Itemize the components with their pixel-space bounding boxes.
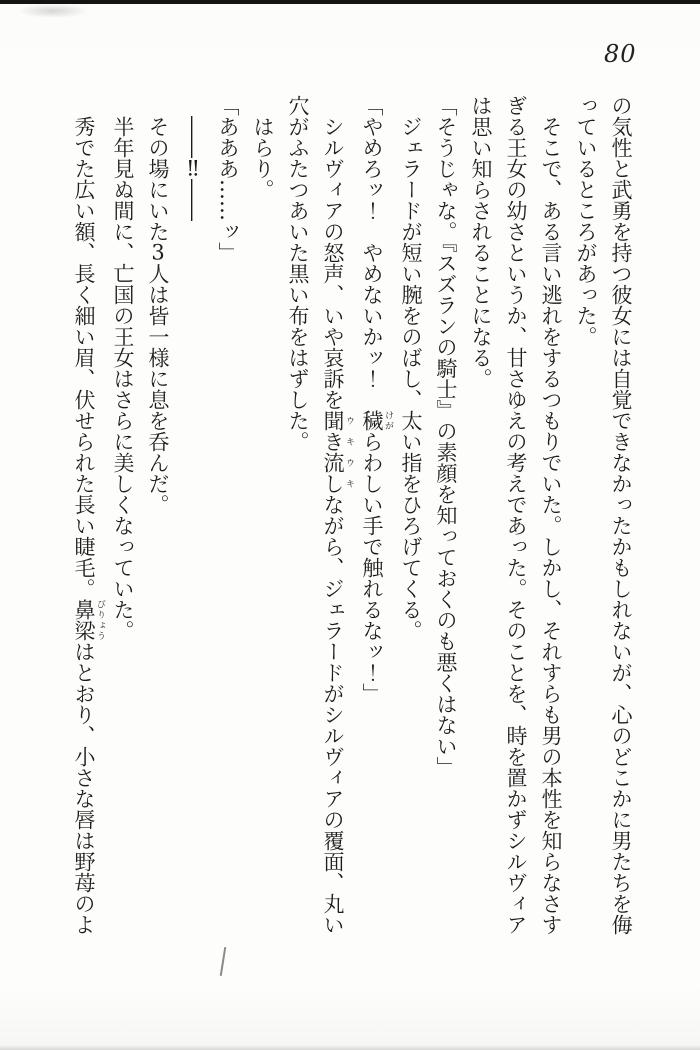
paragraph: シルヴィアの怒声、いや哀訴を聞き流し ウキウキながら、ジェラードがシルヴィアの覆面、丸い穴がふたつあいた黒い布をはずした。: [286, 95, 354, 935]
paragraph: 「やめろッ！ やめないかッ！ 穢 けがらわしい手で触れるなッ！」: [360, 95, 393, 704]
ruby-annotated-word: 鼻梁 びりょう: [72, 599, 105, 641]
page-bottom-shade: [0, 1045, 700, 1050]
vertical-text-block: [66, 95, 638, 940]
paragraph: その場にいた3人は皆一様に息を呑んだ。: [146, 116, 170, 515]
scan-artifact-mark: [220, 947, 227, 976]
scan-smudge: [18, 4, 88, 18]
paragraph: 秀でた広い額、長く細い眉、伏せられた長い睫毛。鼻梁 びりょうはとおり、小さな唇は野苺のよ: [72, 116, 105, 935]
paragraph: ――‼――: [181, 116, 205, 221]
paragraph: 「そうじゃな。『スズランの騎士』の素顔を知っておくのも悪くはない」: [434, 95, 458, 778]
paragraph: 「あああ……ッ」: [216, 95, 240, 263]
page-number: 80: [604, 40, 637, 68]
ruby-annotated-word: 穢 けが: [360, 410, 393, 431]
paragraph: ジェラードが短い腕をのばし、太い指をひろげてくる。: [399, 116, 423, 641]
upright-character: ‼: [187, 158, 199, 179]
paragraph: 半年見ぬ間に、亡国の王女はさらに美しくなっていた。: [111, 116, 135, 641]
paragraph: の気性と武勇を持つ彼女には自覚できなかったかもしれないが、心のどこかに男たちを侮っているところがあった。: [574, 95, 633, 935]
paragraph: そこで、ある言い逃れをするつもりでいた。しかし、それすらも男の本性を知らなさすぎる王女の幼さというか、甘さゆえの考えであった。そのことを、時を置かずシルヴィアは思い知らされることになる。: [469, 95, 563, 935]
paragraph: はらり。: [251, 116, 275, 200]
upright-character: 3: [151, 242, 165, 263]
page-top-border: [0, 0, 700, 4]
ruby-annotated-word: 聞き流し ウキウキ: [321, 410, 354, 494]
